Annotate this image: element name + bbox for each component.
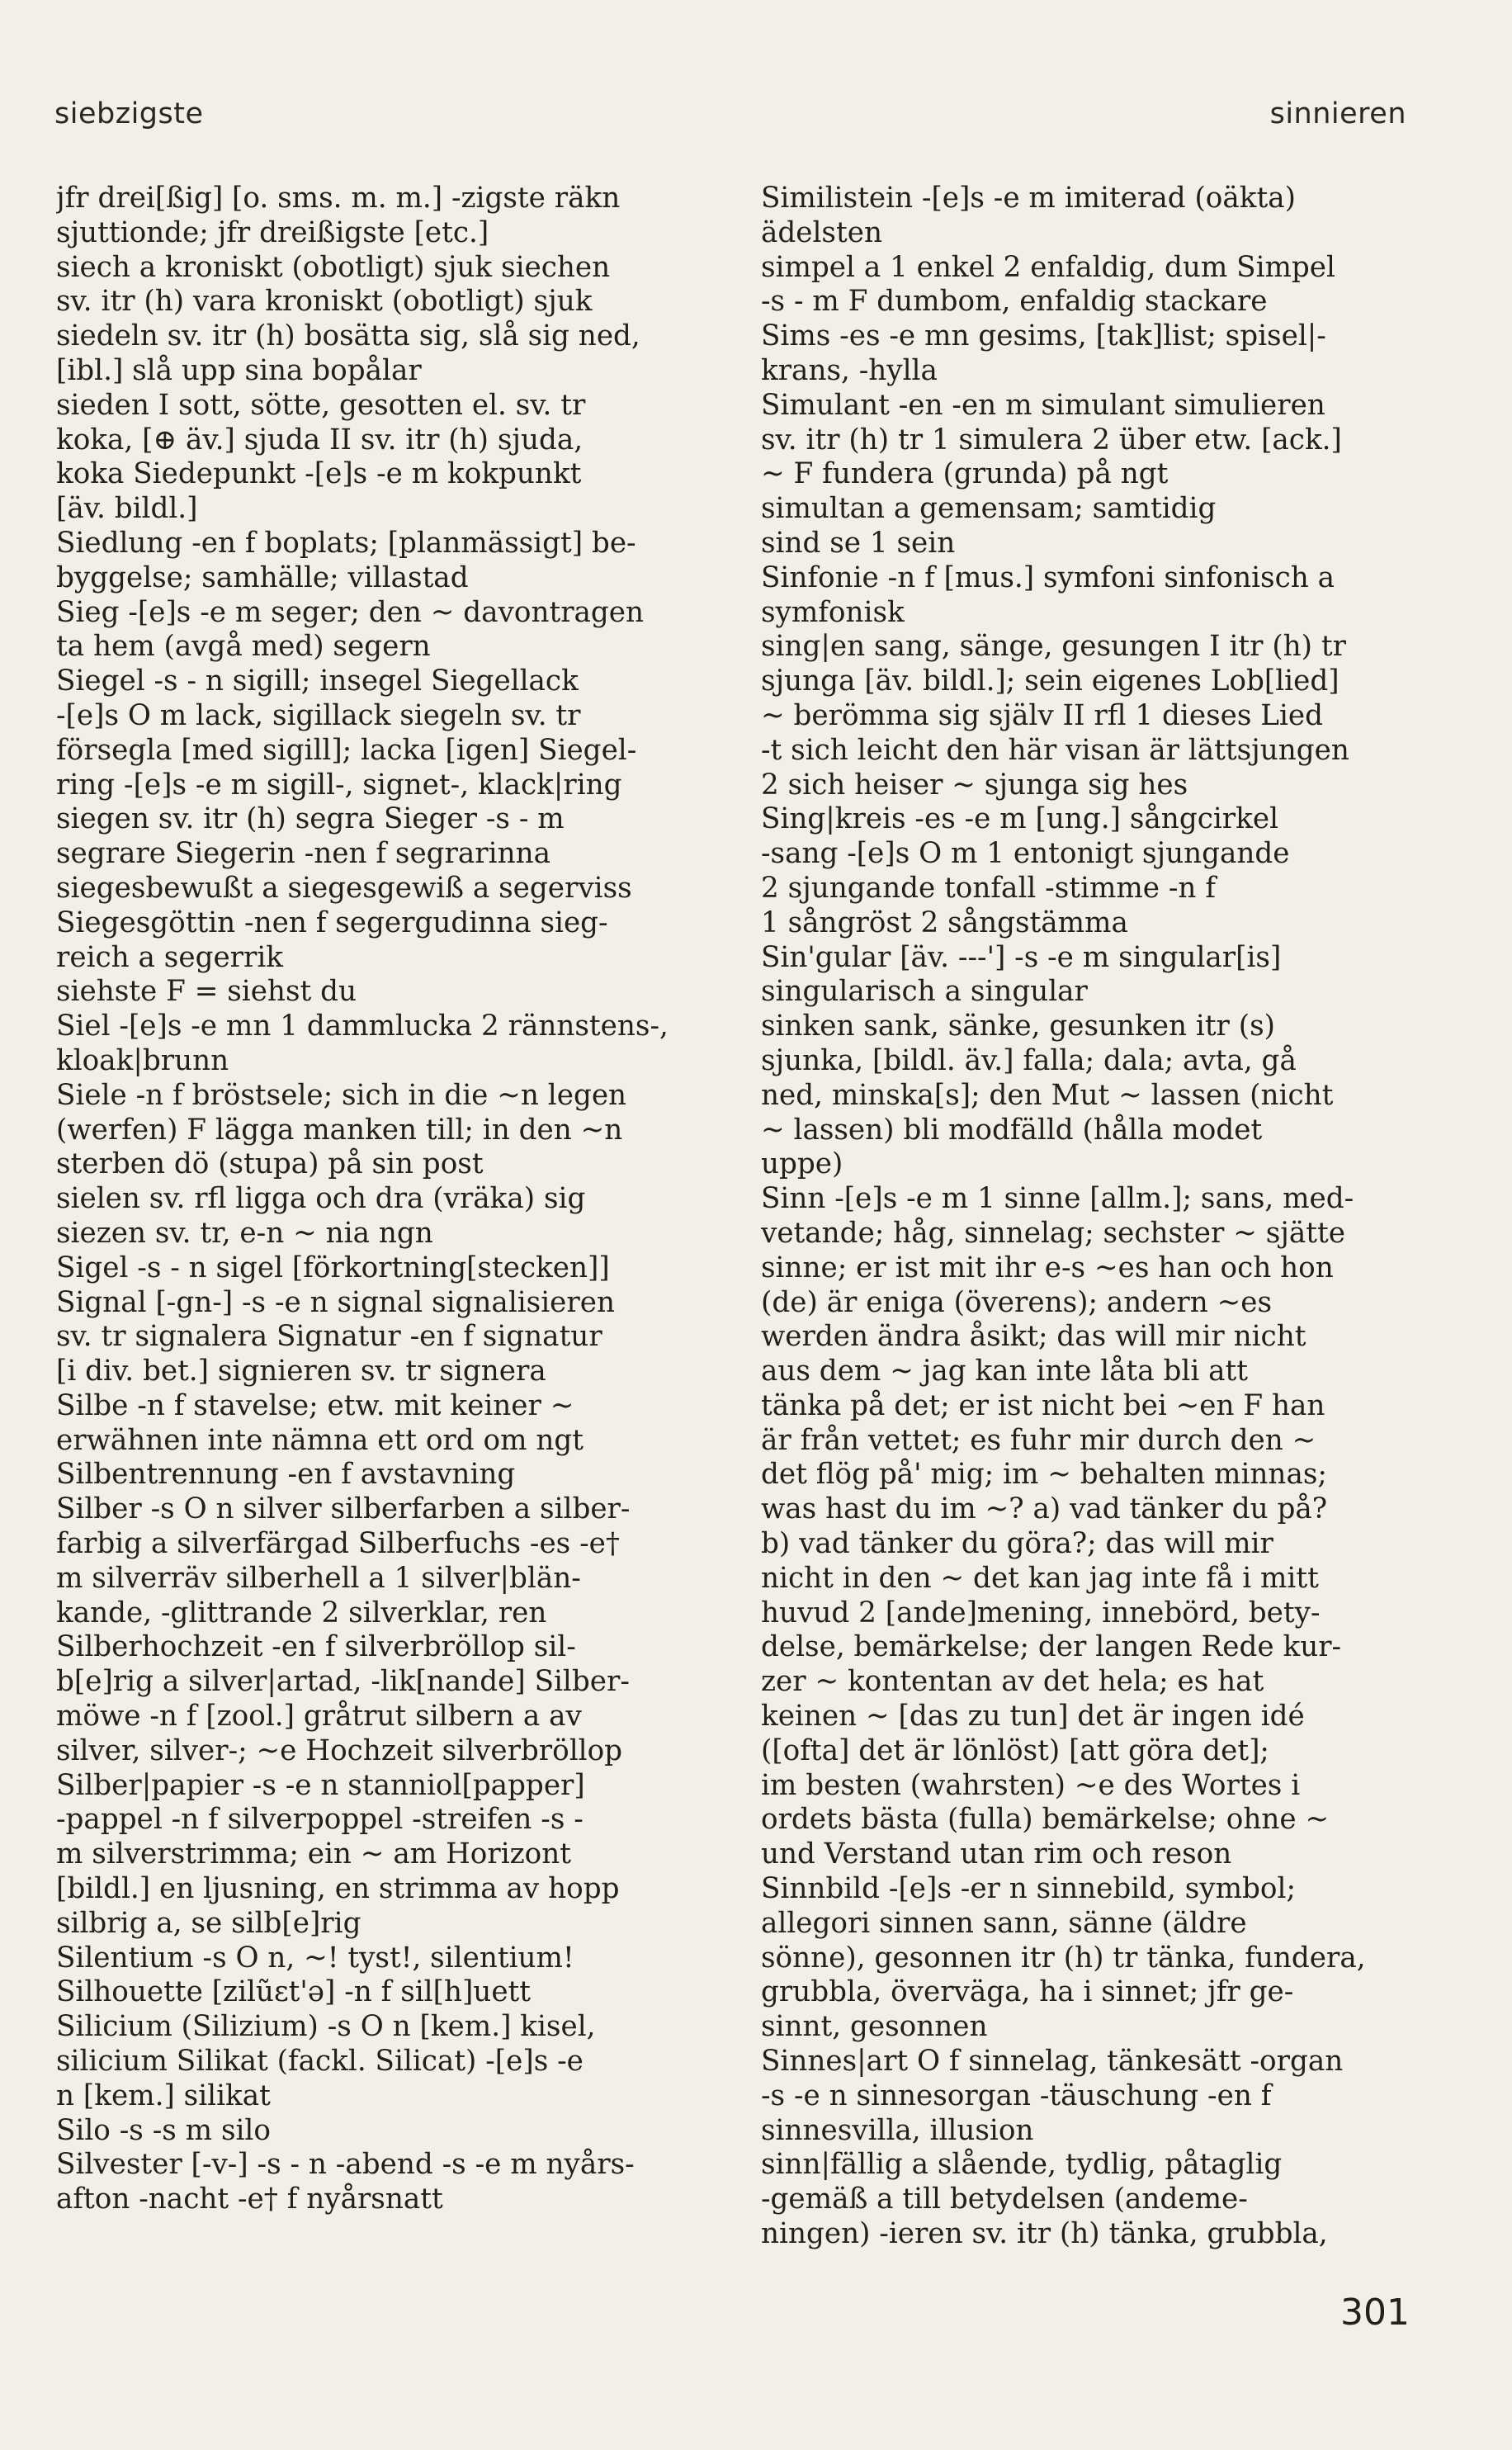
entry-line: Similistein -[e]s -e m imiterad (oäkta) <box>761 182 1296 215</box>
entry-line: keinen ~ [das zu tun] det är ingen idé <box>761 1700 1305 1733</box>
entry-line: sinnt, gesonnen <box>761 2010 988 2044</box>
entry-line: -s -e n sinnesorgan -täuschung -en f <box>761 2079 1272 2112</box>
entry-line: [bildl.] en ljusning, en strimma av hopp <box>56 1872 620 1906</box>
entry-line: siech a kroniskt (obotligt) sjuk siechen <box>56 250 611 284</box>
entry-line: ~ berömma sig själv II rfl 1 dieses Lied <box>761 698 1324 732</box>
entry-line: Silo -s -s m silo <box>56 2113 271 2147</box>
entry-line: sielen sv. rfl ligga och dra (vräka) sig <box>56 1182 586 1216</box>
entry-line: Silber -s O n silver silberfarben a silber- <box>56 1492 631 1526</box>
entry-line: ningen) -ieren sv. itr (h) tänka, grubbla, <box>761 2217 1328 2251</box>
entry-line: allegori sinnen sann, sänne (äldre <box>761 1906 1247 1940</box>
entry-line: Siele -n f bröstsele; sich in die ~n legen <box>56 1078 627 1112</box>
entry-line: siezen sv. tr, e-n ~ nia ngn <box>56 1216 433 1250</box>
entry-line: werden ändra åsikt; das will mir nicht <box>761 1320 1306 1354</box>
entry-line: siedeln sv. itr (h) bosätta sig, slå sig ned, <box>56 319 640 353</box>
entry-line: sv. itr (h) vara kroniskt (obotligt) sjuk <box>56 285 593 319</box>
entry-line: im besten (wahrsten) ~e des Wortes i <box>761 1768 1301 1802</box>
entry-line: m silverräv silberhell a 1 silver|blän- <box>56 1561 581 1595</box>
entry-line: Sinnbild -[e]s -er n sinnebild, symbol; <box>761 1872 1296 1906</box>
entry-line: är från vettet; es fuhr mir durch den ~ <box>761 1423 1316 1457</box>
entry-line: silbrig a, se silb[e]rig <box>56 1906 361 1940</box>
entry-line: ~ F fundera (grunda) på ngt <box>761 457 1169 491</box>
entry-line: ta hem (avgå med) segern <box>56 630 431 664</box>
entry-line: m silverstrimma; ein ~ am Horizont <box>56 1838 572 1871</box>
entry-line: Siegel -s - n sigill; insegel Siegellack <box>56 665 579 698</box>
entry-line: koka, [⊕ äv.] sjuda II sv. itr (h) sjuda, <box>56 423 584 456</box>
entry-line: 1 sångröst 2 sångstämma <box>761 906 1128 939</box>
entry-line: reich a segerrik <box>56 940 284 974</box>
entry-line: kloak|brunn <box>56 1043 229 1077</box>
entry-line: Silberhochzeit -en f silverbröllop sil- <box>56 1630 576 1664</box>
entry-line: farbig a silverfärgad Silberfuchs -es -e† <box>56 1527 620 1561</box>
entry-line: huvud 2 [ande]mening, innebörd, bety- <box>761 1596 1321 1629</box>
entry-line: afton -nacht -e† f nyårsnatt <box>56 2183 443 2216</box>
entry-line: -gemäß a till betydelsen (andeme- <box>761 2183 1248 2216</box>
entry-line: tänka på det; er ist nicht bei ~en F han <box>761 1388 1325 1422</box>
entry-line: Silbe -n f stavelse; etw. mit keiner ~ <box>56 1388 574 1422</box>
entry-line: Siel -[e]s -e mn 1 dammlucka 2 rännstens-, <box>56 1010 669 1043</box>
entry-line: -t sich leicht den här visan är lättsjungen <box>761 733 1349 767</box>
entry-line: sv. itr (h) tr 1 simulera 2 über etw. [ack.] <box>761 423 1342 456</box>
entry-line: b) vad tänker du göra?; das will mir <box>761 1527 1273 1561</box>
entry-line: Silvester [-v-] -s - n -abend -s -e m nyårs- <box>56 2148 635 2182</box>
entry-line: aus dem ~ jag kan inte låta bli att <box>761 1355 1249 1388</box>
entry-line: Sinn -[e]s -e m 1 sinne [allm.]; sans, med- <box>761 1182 1354 1216</box>
running-head-left: siebzigste <box>54 97 204 130</box>
entry-line: Siedlung -en f boplats; [planmässigt] be- <box>56 526 636 560</box>
entry-line: [i div. bet.] signieren sv. tr signera <box>56 1355 546 1388</box>
entry-line: sieden I sott, sötte, gesotten el. sv. tr <box>56 388 586 422</box>
entry-line: siegen sv. itr (h) segra Sieger -s - m <box>56 802 565 836</box>
entry-line: Sigel -s - n sigel [förkortning[stecken]] <box>56 1251 610 1284</box>
entry-line: Silicium (Silizium) -s O n [kem.] kisel, <box>56 2010 596 2044</box>
entry-line: försegla [med sigill]; lacka [igen] Siegel- <box>56 733 637 767</box>
entry-line: silver, silver-; ~e Hochzeit silverbröllop <box>56 1733 623 1767</box>
right-column <box>761 182 1423 2252</box>
entry-line: sinken sank, sänke, gesunken itr (s) <box>761 1010 1275 1043</box>
entry-line: ädelsten <box>761 215 882 249</box>
entry-line: uppe) <box>761 1147 843 1181</box>
entry-line: sv. tr signalera Signatur -en f signatur <box>56 1320 602 1354</box>
entry-line: grubbla, överväga, ha i sinnet; jfr ge- <box>761 1975 1294 2009</box>
entry-line: Silhouette [zilũɛt'ə] -n f sil[h]uett <box>56 1975 532 2009</box>
entry-line: krans, -hylla <box>761 353 938 387</box>
entry-line: Sinfonie -n f [mus.] symfoni sinfonisch a <box>761 560 1335 594</box>
entry-line: Sing|kreis -es -e m [ung.] sångcirkel <box>761 802 1279 836</box>
entry-line: zer ~ kontentan av det hela; es hat <box>761 1665 1264 1699</box>
entry-line: Silber|papier -s -e n stanniol[papper] <box>56 1768 585 1802</box>
entry-line: vetande; håg, sinnelag; sechster ~ sjätte <box>761 1216 1345 1250</box>
entry-line: nicht in den ~ det kan jag inte få i mitt <box>761 1561 1319 1595</box>
entry-line: Silentium -s O n, ~! tyst!, silentium! <box>56 1941 574 1975</box>
entry-line: ring -[e]s -e m sigill-, signet-, klack|ring <box>56 768 622 802</box>
entry-line: möwe -n f [zool.] gråtrut silbern a av <box>56 1700 582 1733</box>
entry-line: Sin'gular [äv. ---'] -s -e m singular[is] <box>761 940 1282 974</box>
entry-line: byggelse; samhälle; villastad <box>56 560 469 594</box>
entry-line: ned, minska[s]; den Mut ~ lassen (nicht <box>761 1078 1334 1112</box>
entry-line: Siegesgöttin -nen f segergudinna sieg- <box>56 906 608 939</box>
entry-line: Sims -es -e mn gesims, [tak]list; spisel|- <box>761 319 1326 353</box>
entry-line: sind se 1 sein <box>761 526 956 560</box>
entry-line: n [kem.] silikat <box>56 2079 271 2112</box>
entry-line: und Verstand utan rim och reson <box>761 1838 1232 1871</box>
entry-line: -pappel -n f silverpoppel -streifen -s - <box>56 1803 584 1837</box>
entry-line: Sieg -[e]s -e m seger; den ~ davontragen <box>56 595 645 629</box>
entry-line: 2 sjungande tonfall -stimme -n f <box>761 871 1216 905</box>
entry-line: ([ofta] det är lönlöst) [att göra det]; <box>761 1733 1269 1767</box>
entry-line: singularisch a singular <box>761 975 1088 1009</box>
entry-line: Signal [-gn-] -s -e n signal signalisieren <box>56 1285 615 1319</box>
entry-line: ordets bästa (fulla) bemärkelse; ohne ~ <box>761 1803 1330 1837</box>
entry-line: sjunga [äv. bildl.]; sein eigenes Lob[lied] <box>761 665 1340 698</box>
entry-line: kande, -glittrande 2 silverklar, ren <box>56 1596 547 1629</box>
entry-line: sjuttionde; jfr dreißigste [etc.] <box>56 215 489 249</box>
entry-line: -s - m F dumbom, enfaldig stackare <box>761 285 1268 319</box>
entry-line: sjunka, [bildl. äv.] falla; dala; avta, gå <box>761 1043 1297 1077</box>
entry-line: 2 sich heiser ~ sjunga sig hes <box>761 768 1188 802</box>
entry-line: -sang -[e]s O m 1 entonigt sjungande <box>761 837 1290 871</box>
entry-line: sterben dö (stupa) på sin post <box>56 1147 484 1181</box>
entry-line: siegesbewußt a siegesgewiß a segerviss <box>56 871 632 905</box>
page-number: 301 <box>1340 2292 1410 2334</box>
entry-line: delse, bemärkelse; der langen Rede kur- <box>761 1630 1342 1664</box>
entry-line: erwähnen inte nämna ett ord om ngt <box>56 1423 584 1457</box>
entry-line: silicium Silikat (fackl. Silicat) -[e]s -e <box>56 2045 584 2079</box>
entry-line: b[e]rig a silver|artad, -lik[nande] Silber- <box>56 1665 630 1699</box>
entry-line: was hast du im ~? a) vad tänker du på? <box>761 1492 1328 1526</box>
entry-line: [äv. bildl.] <box>56 492 198 526</box>
entry-line: sing|en sang, sänge, gesungen I itr (h) tr <box>761 630 1346 664</box>
entry-line: [ibl.] slå upp sina bopålar <box>56 353 422 387</box>
entry-line: (de) är eniga (överens); andern ~es <box>761 1285 1273 1319</box>
entry-line: sönne), gesonnen itr (h) tr tänka, fundera, <box>761 1941 1366 1975</box>
entry-line: simpel a 1 enkel 2 enfaldig, dum Simpel <box>761 250 1335 284</box>
entry-line: symfonisk <box>761 595 905 629</box>
entry-line: det flög på' mig; im ~ behalten minnas; <box>761 1458 1327 1492</box>
entry-line: ~ lassen) bli modfälld (hålla modet <box>761 1113 1263 1147</box>
left-column <box>56 182 718 2217</box>
entry-line: Silbentrennung -en f avstavning <box>56 1458 516 1492</box>
entry-line: segrare Siegerin -nen f segrarinna <box>56 837 550 871</box>
entry-line: koka Siedepunkt -[e]s -e m kokpunkt <box>56 457 582 491</box>
entry-line: -[e]s O m lack, sigillack siegeln sv. tr <box>56 698 581 732</box>
entry-line: sinn|fällig a slående, tydlig, påtaglig <box>761 2148 1283 2182</box>
entry-line: sinnesvilla, illusion <box>761 2113 1034 2147</box>
entry-line: sinne; er ist mit ihr e-s ~es han och hon <box>761 1251 1334 1284</box>
entry-line: Simulant -en -en m simulant simulieren <box>761 388 1325 422</box>
entry-line: Sinnes|art O f sinnelag, tänkesätt -organ <box>761 2045 1344 2079</box>
entry-line: (werfen) F lägga manken till; in den ~n <box>56 1113 623 1147</box>
entry-line: jfr drei[ßig] [o. sms. m. m.] -zigste räkn <box>56 182 621 215</box>
entry-line: siehste F = siehst du <box>56 975 357 1009</box>
running-head-right: sinnieren <box>1269 97 1406 130</box>
entry-line: simultan a gemensam; samtidig <box>761 492 1217 526</box>
